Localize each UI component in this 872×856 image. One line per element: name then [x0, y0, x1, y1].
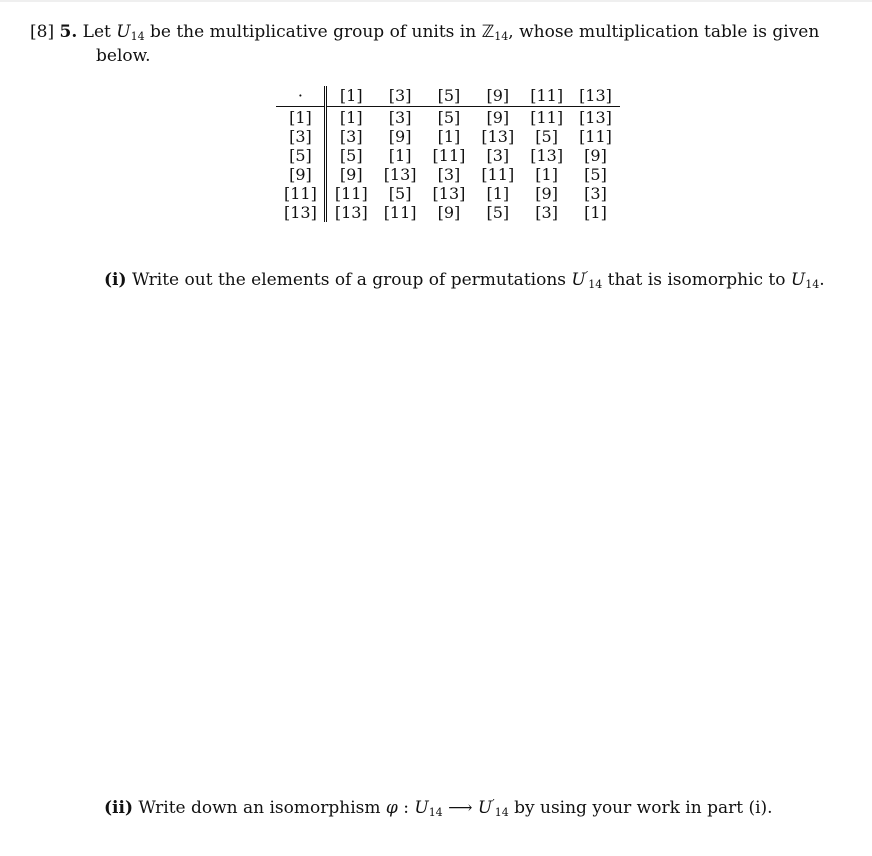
- table-cell: [1]: [486, 184, 510, 203]
- part-i-text-mid: that is isomorphic to: [607, 270, 786, 290]
- table-cell: [9]: [437, 203, 461, 222]
- table-cell: [11]: [432, 146, 466, 165]
- part-ii-text: Write down an isomorphism: [138, 798, 381, 818]
- row-header: [5]: [276, 146, 325, 165]
- table-cell: [9]: [535, 184, 558, 203]
- codomain-group-prime: ′: [492, 797, 495, 810]
- top-rule: [0, 0, 872, 2]
- part-ii-text-end: by using your work in part (i).: [514, 798, 773, 818]
- table-cell: [3]: [388, 108, 412, 127]
- column-header: [3]: [376, 86, 425, 107]
- row-header: [9]: [276, 165, 325, 184]
- table-cell: [1]: [535, 165, 558, 184]
- table-cell: [13]: [530, 146, 564, 165]
- table-cell: [1]: [388, 146, 412, 165]
- part-i-text: Write out the elements of a group of permutations: [131, 270, 566, 290]
- column-header: [13]: [571, 86, 620, 107]
- part-ii-label: (ii): [104, 798, 134, 818]
- codomain-group-symbol: U: [477, 798, 493, 818]
- arrow-symbol: ⟶: [448, 798, 473, 818]
- domain-group-subscript: 14: [428, 806, 443, 819]
- column-header: [5]: [425, 86, 474, 107]
- table-cell: [13]: [334, 203, 368, 222]
- table-row: [276, 184, 620, 203]
- table-cell: [13]: [383, 165, 417, 184]
- table-cell: [5]: [486, 203, 510, 222]
- table-row: [276, 127, 620, 146]
- codomain-group-subscript: 14: [494, 806, 509, 819]
- table-cell: [11]: [530, 108, 564, 127]
- table-cell: [1]: [437, 127, 461, 146]
- table-cell: [3]: [486, 146, 510, 165]
- part-i-question: [104, 268, 825, 292]
- table-cell: [3]: [535, 203, 558, 222]
- table-cell: [5]: [388, 184, 412, 203]
- table-cell: [13]: [579, 108, 612, 127]
- row-header: [11]: [276, 184, 325, 203]
- table-cell: [1]: [339, 108, 363, 127]
- problem-text-mid: be the multiplicative group of units in: [149, 22, 477, 42]
- row-header: [1]: [276, 107, 325, 128]
- points-label: [8]: [30, 22, 55, 42]
- table-row: [276, 203, 620, 222]
- group-symbol: U: [116, 22, 131, 42]
- problem-text-let: Let: [82, 22, 111, 42]
- table-cell: [13]: [432, 184, 466, 203]
- table-cell: [9]: [486, 108, 510, 127]
- problem-statement: [30, 20, 840, 68]
- table-row: [276, 107, 620, 128]
- table-cell: [1]: [584, 203, 607, 222]
- permutation-group-subscript: 14: [588, 278, 603, 291]
- table-cell: [5]: [437, 108, 461, 127]
- column-header: [1]: [325, 86, 375, 107]
- row-header: [3]: [276, 127, 325, 146]
- ring-symbol: ℤ: [481, 22, 495, 42]
- problem-line-1: [30, 20, 840, 44]
- table-cell: [3]: [437, 165, 461, 184]
- permutation-group-prime: ′: [585, 269, 589, 282]
- table-cell: [3]: [584, 184, 607, 203]
- table-cell: [9]: [584, 146, 607, 165]
- table-cell: [11]: [334, 184, 368, 203]
- table-header-row: [276, 86, 620, 107]
- table-cell: [13]: [481, 127, 515, 146]
- target-group-symbol: U: [790, 270, 806, 290]
- column-header: [9]: [473, 86, 522, 107]
- table-cell: [5]: [535, 127, 558, 146]
- problem-number: 5.: [59, 22, 78, 42]
- ring-subscript: 14: [494, 30, 509, 43]
- problem-text-end: , whose multiplication table is given: [508, 22, 820, 42]
- column-header: [11]: [522, 86, 571, 107]
- table-cell: [5]: [584, 165, 607, 184]
- problem-line-2: below.: [96, 46, 151, 66]
- table-cell: [5]: [339, 146, 363, 165]
- table-cell: [11]: [383, 203, 417, 222]
- phi-symbol: φ: [385, 798, 398, 818]
- table-cell: [3]: [339, 127, 363, 146]
- table-row: [276, 165, 620, 184]
- table-corner-dot: ·: [276, 86, 325, 107]
- table-cell: [9]: [339, 165, 363, 184]
- colon-symbol: :: [403, 798, 409, 818]
- table-row: [276, 146, 620, 165]
- multiplication-table: [276, 86, 620, 222]
- table-cell: [11]: [579, 127, 612, 146]
- domain-group-symbol: U: [414, 798, 429, 818]
- part-i-label: (i): [104, 270, 127, 290]
- table-cell: [11]: [481, 165, 515, 184]
- permutation-group-symbol: U: [571, 270, 586, 290]
- target-group-subscript: 14: [805, 278, 820, 291]
- part-i-end: .: [819, 270, 825, 290]
- part-ii-question: [104, 796, 773, 820]
- table-cell: [9]: [388, 127, 412, 146]
- row-header: [13]: [276, 203, 325, 222]
- group-subscript: 14: [130, 30, 145, 43]
